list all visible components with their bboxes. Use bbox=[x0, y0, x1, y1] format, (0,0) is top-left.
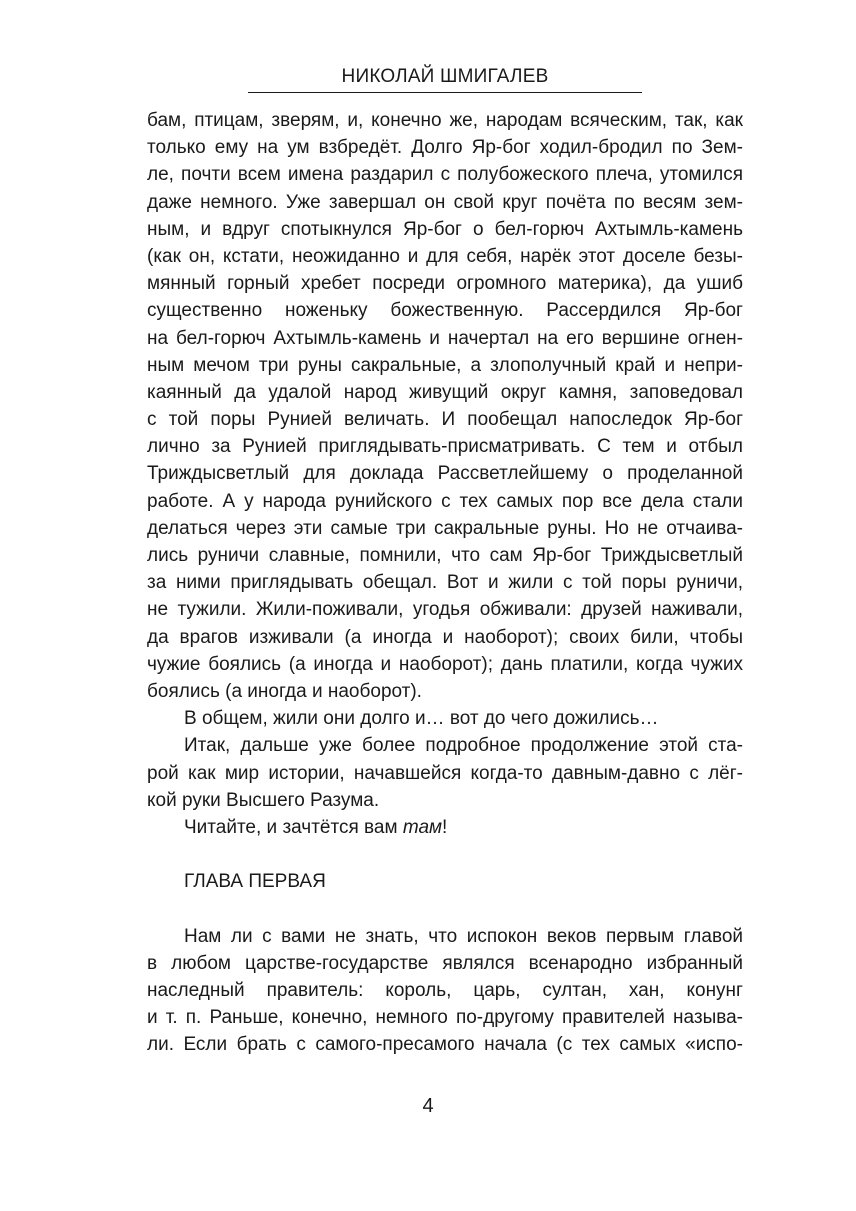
chapter-heading: ГЛАВА ПЕРВАЯ bbox=[184, 871, 326, 893]
paragraph-line: Нам ли с вами не знать, что испокон веков первым главой bbox=[184, 925, 743, 947]
text-line: и т. п. Раньше, конечно, немного по-другому правителей называ- bbox=[147, 1007, 743, 1029]
text-line: кой руки Высшего Разума. bbox=[147, 789, 380, 811]
text-line: ле, почти всем имена раздарил с полубожеского плеча, утомился bbox=[147, 164, 743, 186]
text-line: ным, и вдруг спотыкнулся Яр-бог о бел-горюч Ахтымль-камень bbox=[147, 218, 743, 240]
text-line: (как он, кстати, неожиданно и для себя, нарёк этот доселе безы- bbox=[147, 245, 743, 267]
text-line: чужие боялись (а иногда и наоборот); дань платили, когда чужих bbox=[147, 653, 743, 675]
blank-line bbox=[147, 895, 743, 922]
text-line: ным мечом три руны сакральные, а злополучный край и непри- bbox=[147, 354, 743, 376]
text-line: с той поры Рунией величать. И пообещал напоследок Яр-бог bbox=[147, 409, 743, 431]
text-line: да врагов изживали (а иногда и наоборот); своих били, чтобы bbox=[147, 626, 743, 648]
text-line: ли. Если брать с самого-пресамого начала (с тех самых «испо- bbox=[147, 1034, 743, 1056]
header-rule bbox=[248, 92, 642, 93]
text-line: на бел-горюч Ахтымль-камень и начертал на его вершине огнен- bbox=[147, 327, 743, 349]
paragraph-line bbox=[147, 814, 743, 841]
text-line: делаться через эти самые три сакральные руны. Но не отчаива- bbox=[147, 517, 743, 539]
text-line: лично за Рунией приглядывать-присматривать. С тем и отбыл bbox=[147, 436, 743, 458]
text-line: в любом царстве-государстве являлся всенародно избранный bbox=[147, 952, 743, 974]
text-line: работе. А у народа рунийского с тех самых пор все дела стали bbox=[147, 490, 743, 512]
text-line: Триждысветлый для доклада Рассветлейшему о проделанной bbox=[147, 463, 743, 485]
paragraph-line: Итак, дальше уже более подробное продолжение этой ста- bbox=[184, 735, 743, 757]
text-line: рой как мир истории, начавшейся когда-то давным-давно с лёг- bbox=[147, 762, 743, 784]
text-span: ! bbox=[442, 816, 448, 838]
running-header: НИКОЛАЙ ШМИГАЛЕВ bbox=[341, 66, 549, 87]
text-line: бам, птицам, зверям, и, конечно же, народам всяческим, так, как bbox=[147, 110, 743, 131]
text-line: наследный правитель: король, царь, султан, хан, конунг bbox=[147, 980, 743, 1001]
page-number: 4 bbox=[422, 1095, 434, 1117]
text-span: Читайте, и зачтётся вам bbox=[184, 816, 403, 838]
text-line: каянный да удалой народ живущий округ камня, заповедовал bbox=[147, 381, 743, 403]
text-line: боялись (а иногда и наоборот). bbox=[147, 680, 422, 702]
italic-word: там bbox=[402, 816, 443, 838]
text-line: лись руничи славные, помнили, что сам Яр-бог Триждысветлый bbox=[147, 545, 743, 566]
text-line: не тужили. Жили-поживали, угодья обживали: друзей наживали, bbox=[147, 599, 743, 621]
text-line: существенно ноженьку божественную. Рассердился Яр-бог bbox=[147, 300, 743, 322]
text-line: даже немного. Уже завершал он свой круг почёта по весям зем- bbox=[147, 191, 743, 213]
text-line: мянный горный хребет посреди огромного материка), да ушиб bbox=[147, 273, 743, 295]
text-line: за ними приглядывать обещал. Вот и жили с той поры руничи, bbox=[147, 572, 743, 594]
body-text bbox=[147, 107, 743, 1059]
paragraph-line: В общем, жили они долго и… вот до чего дожились… bbox=[184, 708, 659, 730]
blank-line bbox=[147, 841, 743, 868]
text-line: только ему на ум взбредёт. Долго Яр-бог ходил-бродил по Зем- bbox=[147, 137, 743, 159]
